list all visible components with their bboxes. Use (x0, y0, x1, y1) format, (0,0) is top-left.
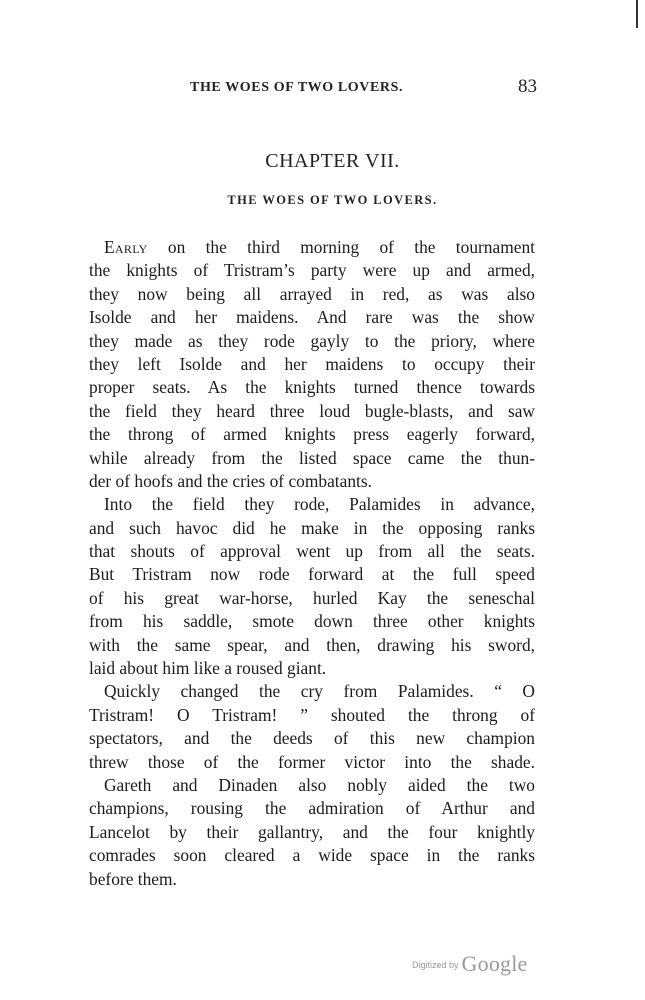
text-line: and such havoc did he make in the opposing ranks (89, 517, 535, 538)
text-line: they now being all arrayed in red, as was also (89, 283, 535, 304)
chapter-subtitle: THE WOES OF TWO LOVERS. (227, 193, 438, 207)
text-line: Tristram! O Tristram! ” shouted the throng of (89, 704, 535, 725)
body-text (89, 236, 535, 891)
page-edge-line (636, 0, 638, 28)
text-line: with the same spear, and then, drawing his sword, (89, 634, 535, 655)
text-line: from his saddle, smote down three other knights (89, 611, 535, 632)
text-line: Into the field they rode, Palamides in advance, (104, 494, 535, 515)
text-line: while already from the listed space came the thun- (89, 447, 535, 468)
text-line: Gareth and Dinaden also nobly aided the two (104, 774, 535, 795)
text-line: proper seats. As the knights turned thence towards (89, 377, 535, 398)
text-line-opening (89, 236, 535, 259)
opening-smallcaps: Early (104, 237, 148, 257)
text-line: that shouts of approval went up from all the seats. (89, 541, 535, 562)
text-line: Quickly changed the cry from Palamides. “ O (104, 681, 535, 702)
text-line: of his great war-horse, hurled Kay the seneschal (89, 587, 535, 608)
google-logo: Google (461, 951, 528, 976)
text-line: they made as they rode gayly to the priory, where (89, 330, 535, 351)
text-line: the knights of Tristram’s party were up and armed, (89, 260, 535, 281)
text-line: Isolde and her maidens. And rare was the show (89, 307, 535, 328)
text-line: Lancelot by their gallantry, and the four knightly (89, 821, 535, 842)
text-line: laid about him like a roused giant. (89, 658, 327, 679)
text-line: the field they heard three loud bugle-blasts, and saw (89, 400, 535, 421)
text-line: But Tristram now rode forward at the full speed (89, 564, 535, 585)
page-number: 83 (518, 76, 537, 97)
text-line: spectators, and the deeds of this new champion (89, 728, 535, 749)
text-line: before them. (89, 868, 177, 889)
chapter-title: CHAPTER VII. (265, 150, 400, 172)
text-line: the throng of armed knights press eagerly forward, (89, 424, 535, 445)
text-line: der of hoofs and the cries of combatants. (89, 470, 372, 491)
watermark-prefix: Digitized by (412, 960, 459, 970)
digitized-watermark (412, 951, 528, 977)
text-line: comrades soon cleared a wide space in the ranks (89, 845, 535, 866)
opening-rest: on the third morning of the tournament (147, 237, 535, 257)
text-line: champions, rousing the admiration of Arthur and (89, 798, 535, 819)
text-line: they left Isolde and her maidens to occupy their (89, 353, 535, 374)
running-head: THE WOES OF TWO LOVERS. (190, 80, 404, 95)
text-line: threw those of the former victor into the shade. (89, 751, 535, 772)
